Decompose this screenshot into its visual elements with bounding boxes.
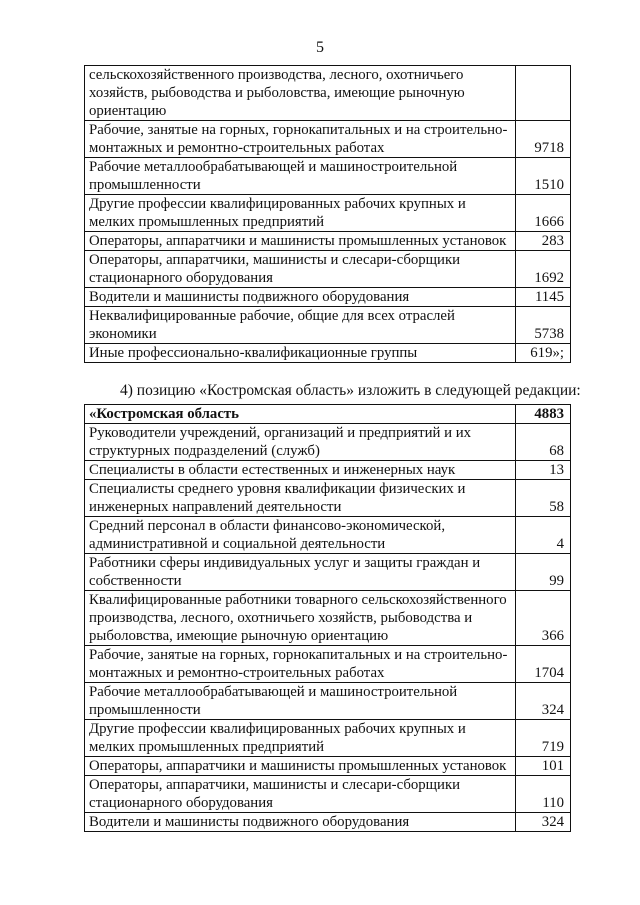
table-row [85,591,571,646]
row-value: 58 [516,480,571,517]
region-total: 4883 [516,405,571,424]
row-label: Неквалифицированные рабочие, общие для всех отраслей экономики [85,307,516,344]
row-value: 1666 [516,195,571,232]
table-row [85,288,571,307]
table-row [85,66,571,121]
row-label: Рабочие металлообрабатывающей и машиностроительной промышленности [85,158,516,195]
row-value: 283 [516,232,571,251]
row-value: 4 [516,517,571,554]
row-label: Квалифицированные работники товарного сельскохозяйственного производства, лесного, охотничьего хозяйств, рыбоводства и рыболовства, имеющие рыночную ориентацию [85,591,516,646]
row-value: 5738 [516,307,571,344]
row-value [516,66,571,121]
table-row [85,251,571,288]
table-row [85,813,571,832]
table-row [85,554,571,591]
row-label: Рабочие металлообрабатывающей и машиностроительной промышленности [85,683,516,720]
row-label: Водители и машинисты подвижного оборудования [85,288,516,307]
occupation-table-continued [84,65,571,363]
row-value: 1145 [516,288,571,307]
row-label: Средний персонал в области финансово-экономической, административной и социальной деятельности [85,517,516,554]
row-label: Работники сферы индивидуальных услуг и защиты граждан и собственности [85,554,516,591]
row-label: Другие профессии квалифицированных рабочих крупных и мелких промышленных предприятий [85,720,516,757]
table-row [85,683,571,720]
row-label: Рабочие, занятые на горных, горнокапитальных и на строительно-монтажных и ремонтно-строительных работах [85,646,516,683]
row-value: 324 [516,683,571,720]
amendment-instruction: 4) позицию «Костромская область» изложить в следующей редакции: [120,382,581,399]
row-label: Рабочие, занятые на горных, горнокапитальных и на строительно-монтажных и ремонтно-строительных работах [85,121,516,158]
row-value: 99 [516,554,571,591]
region-header-row [85,405,571,424]
table-row [85,646,571,683]
row-value: 101 [516,757,571,776]
table-row [85,424,571,461]
table-row [85,121,571,158]
row-value: 1510 [516,158,571,195]
row-label: Руководители учреждений, организаций и предприятий и их структурных подразделений (служб) [85,424,516,461]
row-label: Операторы, аппаратчики, машинисты и слесари-сборщики стационарного оборудования [85,251,516,288]
row-value: 366 [516,591,571,646]
row-value: 1692 [516,251,571,288]
page-number: 5 [316,39,324,56]
table-row [85,307,571,344]
row-value: 719 [516,720,571,757]
row-value: 619»; [516,344,571,363]
row-label: Специалисты среднего уровня квалификации физических и инженерных направлений деятельности [85,480,516,517]
row-label: Специалисты в области естественных и инженерных наук [85,461,516,480]
row-value: 13 [516,461,571,480]
table-row [85,757,571,776]
row-label: Операторы, аппаратчики и машинисты промышленных установок [85,232,516,251]
row-value: 1704 [516,646,571,683]
row-label: Иные профессионально-квалификационные группы [85,344,516,363]
row-label: Операторы, аппаратчики и машинисты промышленных установок [85,757,516,776]
row-value: 110 [516,776,571,813]
kostroma-region-table [84,404,571,832]
table-row [85,776,571,813]
region-name: «Костромская область [85,405,516,424]
row-value: 9718 [516,121,571,158]
row-label: Операторы, аппаратчики, машинисты и слесари-сборщики стационарного оборудования [85,776,516,813]
row-label: Другие профессии квалифицированных рабочих крупных и мелких промышленных предприятий [85,195,516,232]
table-row [85,158,571,195]
table-row [85,344,571,363]
table-row [85,517,571,554]
row-label: Водители и машинисты подвижного оборудования [85,813,516,832]
table-row [85,195,571,232]
table-row [85,720,571,757]
row-label: сельскохозяйственного производства, лесного, охотничьего хозяйств, рыбоводства и рыболовства, имеющие рыночную ориентацию [85,66,516,121]
row-value: 68 [516,424,571,461]
table-row [85,232,571,251]
table-row [85,461,571,480]
row-value: 324 [516,813,571,832]
table-row [85,480,571,517]
